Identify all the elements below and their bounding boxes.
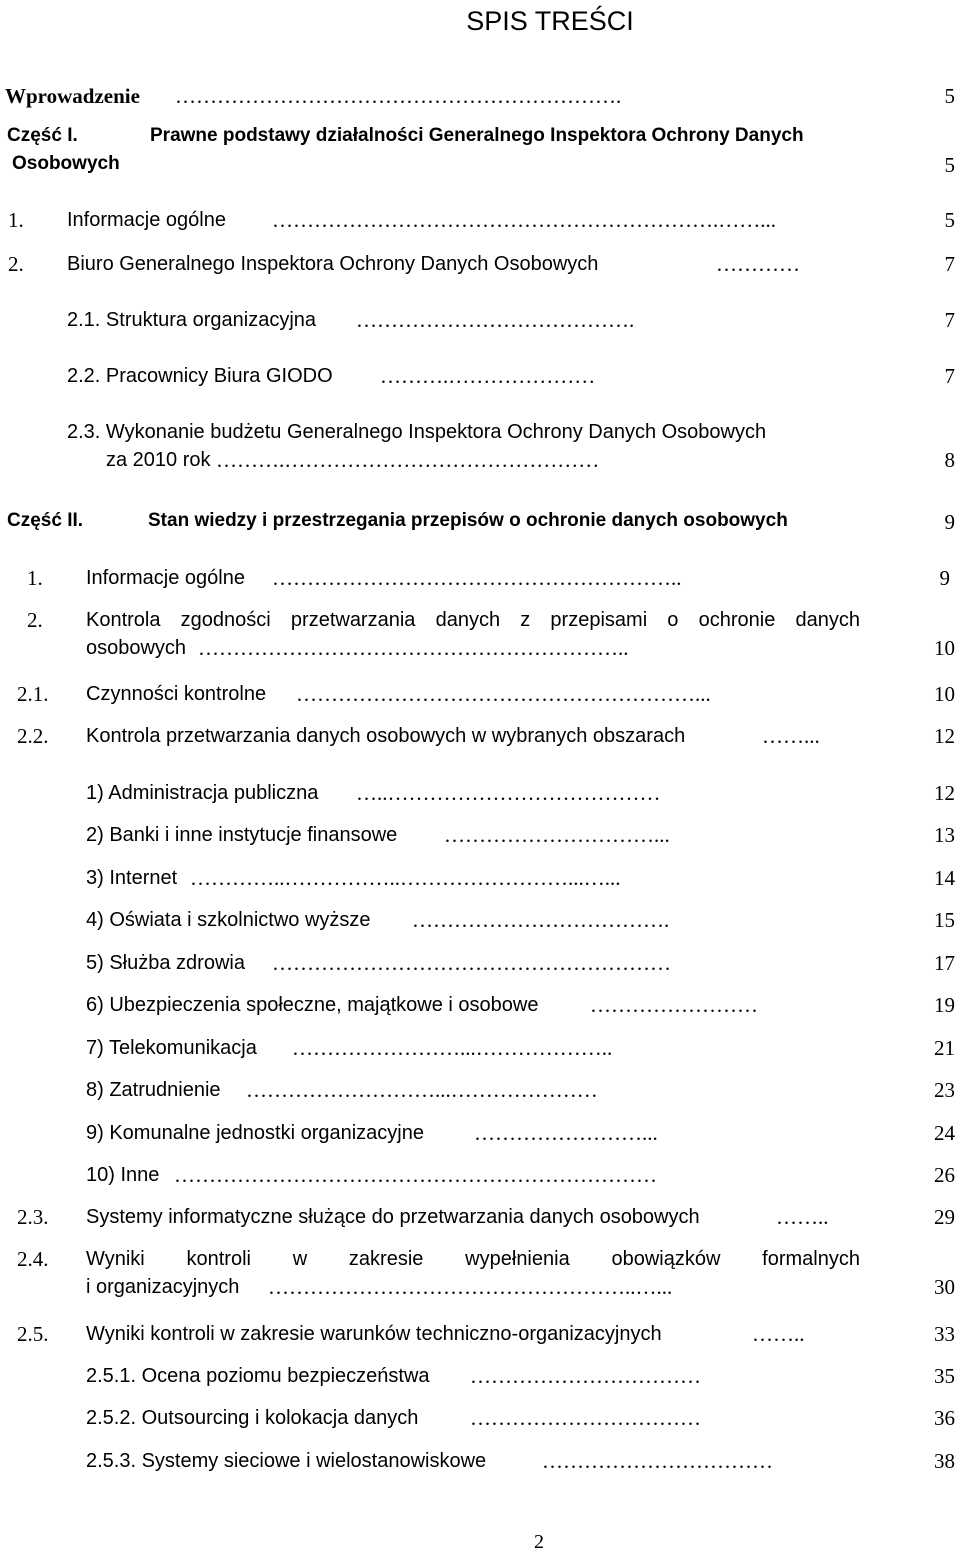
entry-label-line1: Wyniki kontroli w zakresie wypełnienia obowiązków formalnych (86, 1248, 860, 1270)
entry-dots: …………………………………………………... (296, 682, 711, 706)
entry-page: 12 (934, 724, 955, 748)
part1-header-line2: Osobowych (12, 153, 120, 174)
entry-label: Czynności kontrolne (86, 683, 267, 705)
entry-dots: ………………………………………………… (272, 951, 671, 975)
entry-page: 38 (934, 1449, 955, 1473)
entry-page: 17 (934, 951, 955, 975)
entry-label: 7) Telekomunikacja (86, 1037, 257, 1059)
entry-page: 35 (934, 1364, 955, 1388)
entry-label: 2.5.3. Systemy sieciowe i wielostanowiskowe (86, 1450, 487, 1472)
entry-dots: …………………………………. (356, 308, 635, 332)
entry-page: 30 (934, 1275, 955, 1299)
entry-page: 10 (934, 682, 955, 706)
entry-dots: …………………………… (470, 1406, 701, 1430)
entry-page: 7 (944, 252, 955, 276)
entry-number: 2.5. (17, 1322, 49, 1346)
entry-label: Biuro Generalnego Inspektora Ochrony Danych Osobowych (67, 253, 599, 275)
entry-label-line2: za 2010 rok (106, 449, 211, 471)
entry-label: Kontrola przetwarzania danych osobowych w wybranych obszarach (86, 725, 686, 747)
entry-page: 24 (934, 1121, 955, 1145)
entry-number: 2. (8, 252, 24, 276)
entry-page: 10 (934, 636, 955, 660)
entry-dots: ……………………...……………….. (292, 1036, 613, 1060)
entry-dots: ……….………………… (380, 364, 596, 388)
entry-number: 2. (27, 608, 43, 632)
entry-label: 3) Internet (86, 867, 178, 889)
entry-dots: ……….……………………………………… (216, 448, 600, 472)
entry-page: 33 (934, 1322, 955, 1346)
entry-dots: ……... (762, 724, 820, 748)
part2-prefix: Część II. (7, 510, 84, 531)
part2-page: 9 (944, 510, 955, 534)
entry-page: 14 (934, 866, 955, 890)
entry-label: 2.5.1. Ocena poziomu bezpieczeństwa (86, 1365, 430, 1387)
entry-dots: …………..……………..……………………...…... (190, 866, 621, 890)
entry-dots: ……………………………………………………….……... (272, 208, 776, 232)
entry-page: 8 (944, 448, 955, 472)
entry-number: 2.4. (17, 1247, 49, 1271)
entry-label: 2.5.2. Outsourcing i kolokacja danych (86, 1407, 419, 1429)
entry-dots: …………………………… (470, 1364, 701, 1388)
entry-page: 12 (934, 781, 955, 805)
entry-dots: …………………………... (444, 823, 670, 847)
entry-dots: …………………… (590, 993, 758, 1017)
entry-label: Wyniki kontroli w zakresie warunków techniczno-organizacyjnych (86, 1323, 662, 1345)
entry-dots: ……………………... (474, 1121, 658, 1145)
entry-page: 13 (934, 823, 955, 847)
entry-label: 6) Ubezpieczenia społeczne, majątkowe i osobowe (86, 994, 539, 1016)
entry-dots: …………………………………………………….. (198, 636, 629, 660)
entry-number: 2.3. (17, 1205, 49, 1229)
entry-label: 1) Administracja publiczna (86, 782, 319, 804)
intro-label: Wprowadzenie (5, 84, 140, 108)
page-title: SPIS TREŚCI (466, 6, 634, 36)
entry-label: 2.1. Struktura organizacyjna (67, 309, 317, 331)
entry-label: 9) Komunalne jednostki organizacyjne (86, 1122, 424, 1144)
entry-dots: …………………………………………………………… (174, 1163, 657, 1187)
intro-dots: ………………………………………………………. (175, 84, 622, 108)
page-number: 2 (534, 1531, 544, 1553)
part1-page: 5 (944, 153, 955, 177)
entry-label: 5) Służba zdrowia (86, 952, 245, 974)
part1-header-line1: Prawne podstawy działalności Generalnego Inspektora Ochrony Danych (150, 125, 804, 146)
entry-dots: …………………………… (542, 1449, 773, 1473)
entry-page: 29 (934, 1205, 955, 1229)
entry-page: 36 (934, 1406, 955, 1430)
entry-label: 8) Zatrudnienie (86, 1079, 221, 1101)
entry-page: 5 (944, 208, 955, 232)
entry-dots: ……………………………………………..…... (268, 1275, 673, 1299)
entry-label: Informacje ogólne (67, 209, 226, 231)
entry-page: 23 (934, 1078, 955, 1102)
entry-number: 2.2. (17, 724, 49, 748)
entry-dots: ………………………...………………… (246, 1078, 598, 1102)
entry-label-line2: osobowych (86, 637, 187, 659)
entry-label: 2.2. Pracownicy Biura GIODO (67, 365, 333, 387)
part1-prefix: Część I. (7, 125, 78, 146)
entry-label: 10) Inne (86, 1164, 160, 1186)
entry-label: Systemy informatyczne służące do przetwarzania danych osobowych (86, 1206, 700, 1228)
entry-dots: ………… (716, 252, 800, 276)
entry-number: 1. (8, 208, 24, 232)
entry-page: 26 (934, 1163, 955, 1187)
entry-page: 19 (934, 993, 955, 1017)
entry-label: 2) Banki i inne instytucje finansowe (86, 824, 398, 846)
entry-dots: …..………………………………… (356, 781, 661, 805)
entry-number: 2.1. (17, 682, 49, 706)
entry-dots: …….. (752, 1322, 805, 1346)
part2-header: Stan wiedzy i przestrzegania przepisów o ochronie danych osobowych (148, 510, 788, 531)
entry-dots: ………………………………………………….. (272, 566, 682, 590)
entry-dots: …….. (776, 1205, 829, 1229)
entry-page: 7 (944, 308, 955, 332)
entry-label: 4) Oświata i szkolnictwo wyższe (86, 909, 371, 931)
entry-label-line1: 2.3. Wykonanie budżetu Generalnego Inspektora Ochrony Danych Osobowych (67, 421, 767, 443)
entry-page: 9 (939, 566, 950, 590)
entry-label-line1: Kontrola zgodności przetwarzania danych z przepisami o ochronie danych (86, 609, 860, 631)
entry-dots: ………………………………. (412, 908, 670, 932)
entry-number: 1. (27, 566, 43, 590)
entry-label-line2: i organizacyjnych (86, 1276, 240, 1298)
entry-page: 21 (934, 1036, 955, 1060)
entry-page: 7 (944, 364, 955, 388)
entry-label: Informacje ogólne (86, 567, 245, 589)
intro-page: 5 (944, 84, 955, 108)
entry-page: 15 (934, 908, 955, 932)
